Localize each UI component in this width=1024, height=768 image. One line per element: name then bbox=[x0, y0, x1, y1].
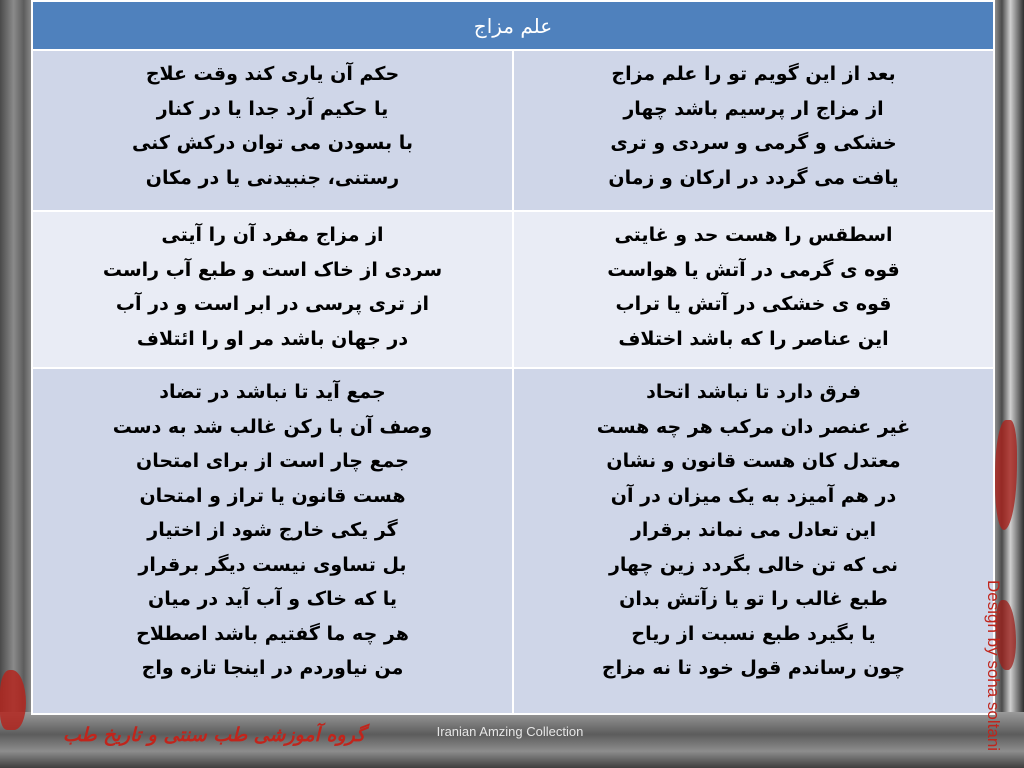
verse-line: اسطقس را هست حد و غایتی bbox=[614, 224, 893, 246]
verse-line: از مزاج مفرد آن را آیتی bbox=[161, 224, 384, 246]
verse-line: گر یکی خارج شود از اختیار bbox=[147, 519, 398, 541]
poem-cell-right bbox=[513, 211, 994, 368]
verse-line: معتدل کان هست قانون و نشان bbox=[606, 450, 901, 472]
verse-line: از مزاج ار پرسیم باشد چهار bbox=[623, 97, 884, 120]
verse-line: هست قانون یا تراز و امتحان bbox=[139, 484, 406, 507]
verse-line: جمع آید تا نباشد در تضاد bbox=[159, 381, 386, 403]
poem-table bbox=[31, 0, 995, 715]
poem-cell-left bbox=[32, 50, 513, 211]
verse-line: فرق دارد تا نباشد اتحاد bbox=[646, 381, 861, 403]
verse-line: خشکی و گرمی و سردی و تری bbox=[610, 132, 897, 154]
verse-line: حکم آن یاری کند وقت علاج bbox=[145, 63, 400, 85]
footer-collection-name: Iranian Amzing Collection bbox=[436, 724, 584, 739]
table-title: علم مزاج bbox=[32, 1, 994, 50]
verse-line: یا که خاک و آب آید در میان bbox=[147, 588, 398, 610]
verse-line: این عناصر را که باشد اختلاف bbox=[618, 327, 889, 350]
verse-line: یا بگیرد طبع نسبت از ریاح bbox=[631, 622, 876, 645]
verse-line: با بسودن می توان درکش کنی bbox=[131, 132, 414, 154]
verse-line: وصف آن با رکن غالب شد به دست bbox=[112, 415, 433, 438]
table-row bbox=[32, 368, 994, 714]
verse-line: جمع چار است از برای امتحان bbox=[136, 450, 409, 472]
verse-line: قوه ی گرمی در آتش یا هواست bbox=[607, 258, 900, 281]
verse-line: رستنی، جنبیدنی یا در مکان bbox=[145, 166, 400, 189]
poem-cell-right bbox=[513, 368, 994, 714]
left-border-texture bbox=[0, 0, 34, 768]
poem-cell-left bbox=[32, 368, 513, 714]
verse-line: بل تساوی نیست دیگر برقرار bbox=[138, 553, 407, 576]
table-row bbox=[32, 211, 994, 368]
verse-line: در هم آمیزد به یک میزان در آن bbox=[610, 484, 897, 507]
table-row bbox=[32, 50, 994, 211]
verse-line: من نیاوردم در اینجا تازه واج bbox=[141, 657, 404, 679]
verse-line: از تری پرسی در ابر است و در آب bbox=[115, 293, 430, 315]
verse-line: در جهان باشد مر او را ائتلاف bbox=[136, 327, 409, 350]
poem-cell-left bbox=[32, 211, 513, 368]
verse-line: چون رساندم قول خود تا نه مزاج bbox=[601, 657, 906, 679]
verse-line: قوه ی خشکی در آتش یا تراب bbox=[615, 293, 892, 315]
verse-line: هر چه ما گفتیم باشد اصطلاح bbox=[136, 622, 409, 645]
poem-cell-right bbox=[513, 50, 994, 211]
verse-line: غیر عنصر دان مرکب هر چه هست bbox=[596, 415, 911, 438]
verse-line: طبع غالب را تو یا زآتش بدان bbox=[619, 588, 888, 610]
verse-line: سردی از خاک است و طبع آب راست bbox=[102, 258, 443, 281]
design-credit: Design by soha soltani bbox=[984, 580, 1003, 752]
verse-line: یا حکیم آرد جدا یا در کنار bbox=[156, 97, 389, 120]
verse-line: بعد از این گویم تو را علم مزاج bbox=[611, 63, 896, 85]
footer-group-name: گروه آموزشی طب سنتی و تاریخ طب bbox=[62, 724, 366, 746]
verse-line: این تعادل می نماند برقرار bbox=[630, 519, 877, 541]
verse-line: یافت می گردد در ارکان و زمان bbox=[608, 166, 899, 189]
verse-line: نی که تن خالی بگردد زین چهار bbox=[608, 553, 899, 576]
